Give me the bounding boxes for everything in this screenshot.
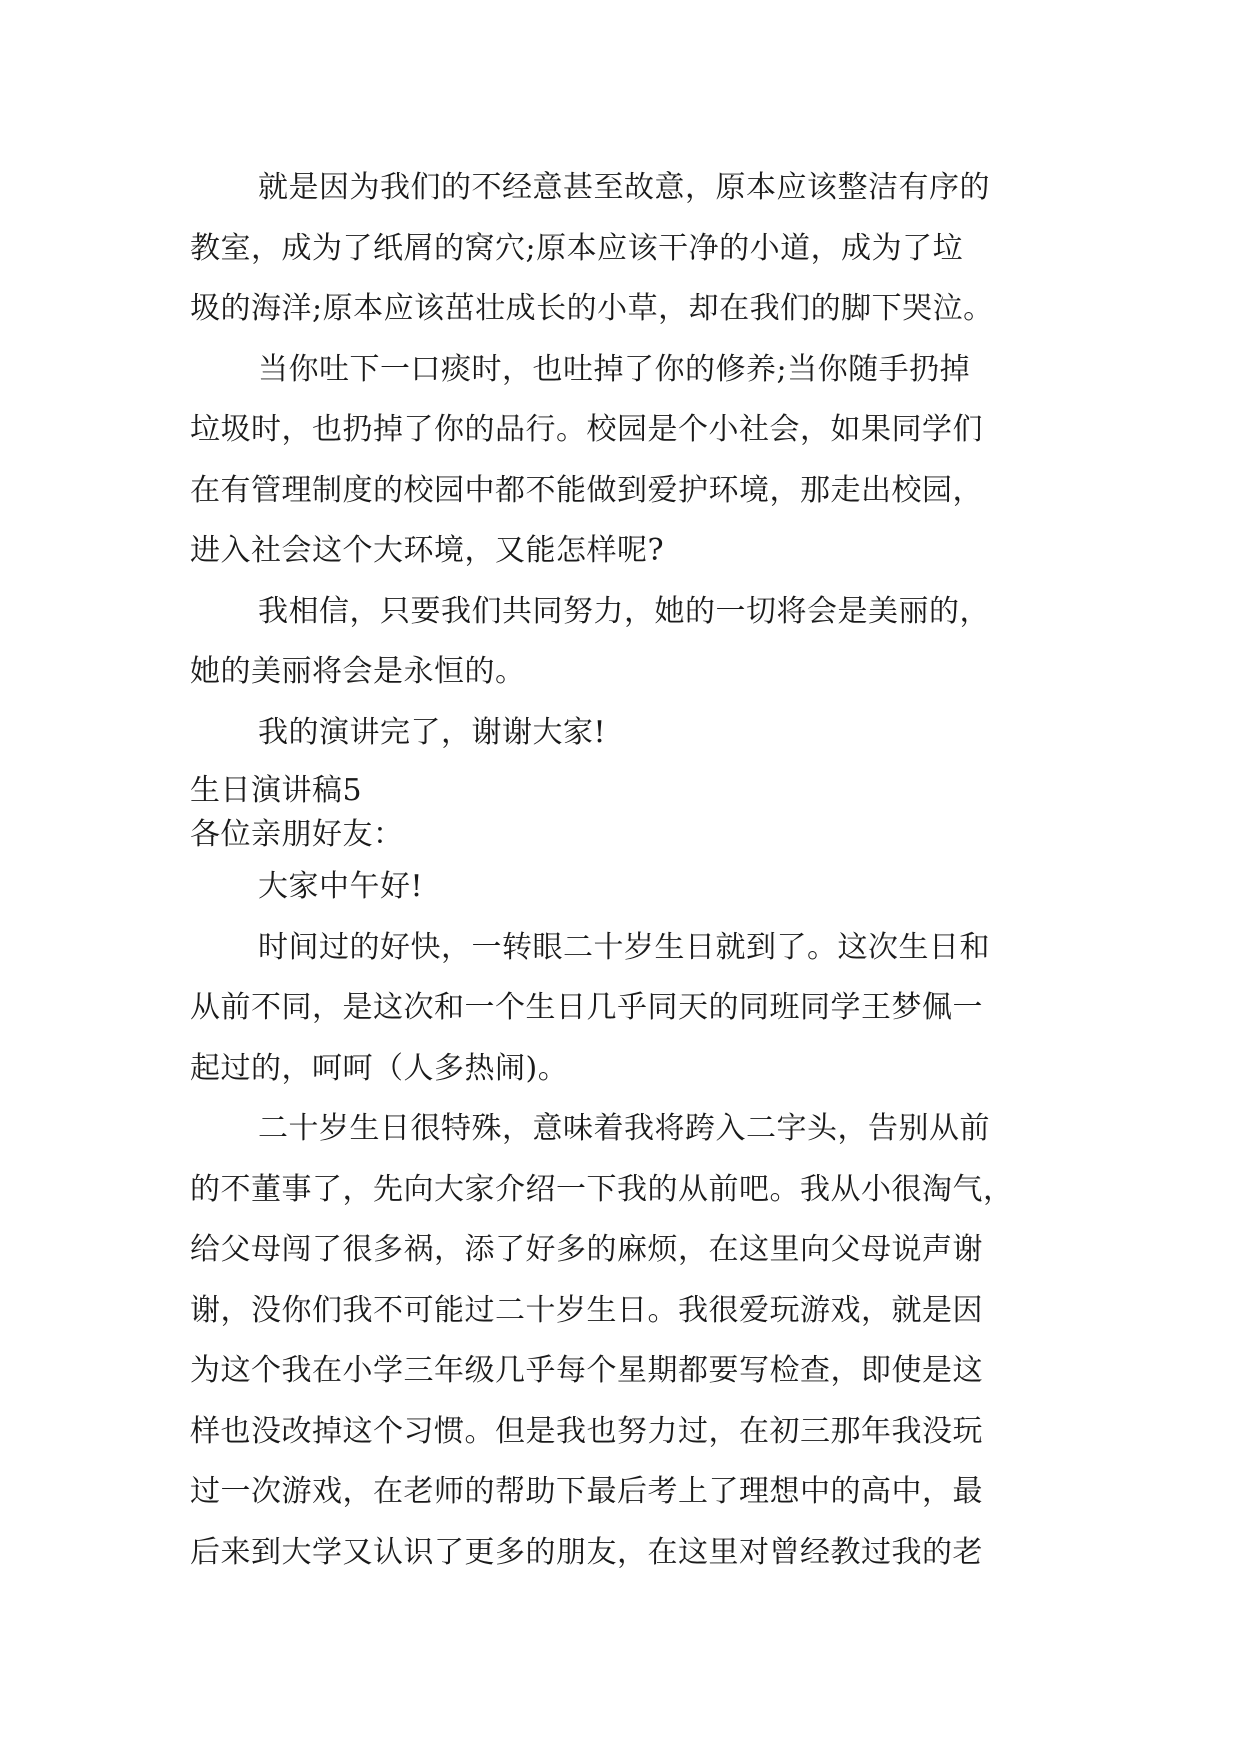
section-title: 生日演讲稿5 — [190, 773, 363, 808]
document-body — [190, 158, 1050, 1583]
paragraph-line: 谢，没你们我不可能过二十岁生日。我很爱玩游戏，就是因 — [190, 1292, 983, 1328]
paragraph-line: 教室，成为了纸屑的窝穴;原本应该干净的小道，成为了垃 — [190, 230, 964, 266]
paragraph-line: 就是因为我们的不经意甚至故意，原本应该整洁有序的 — [258, 170, 990, 205]
paragraph-line: 给父母闯了很多祸，添了好多的麻烦，在这里向父母说声谢 — [190, 1232, 983, 1267]
paragraph-line: 样也没改掉这个习惯。但是我也努力过，在初三那年我没玩 — [190, 1413, 983, 1449]
salutation: 各位亲朋好友： — [190, 817, 404, 852]
paragraph-line: 当你吐下一口痰时，也吐掉了你的修养;当你随手扔掉 — [258, 351, 971, 387]
paragraph-line: 二十岁生日很特殊，意味着我将跨入二字头，告别从前 — [258, 1111, 990, 1146]
paragraph-line: 时间过的好快，一转眼二十岁生日就到了。这次生日和 — [258, 929, 990, 965]
paragraph-line: 进入社会这个大环境，又能怎样呢? — [190, 533, 665, 568]
paragraph-line: 起过的，呵呵（人多热闹)。 — [190, 1050, 569, 1086]
paragraph-line: 过一次游戏，在老师的帮助下最后考上了理想中的高中，最 — [190, 1474, 983, 1509]
paragraph-line: 从前不同，是这次和一个生日几乎同天的同班同学王梦佩一 — [190, 990, 983, 1025]
paragraph-line: 圾的海洋;原本应该茁壮成长的小草，却在我们的脚下哭泣。 — [190, 291, 994, 326]
paragraph-line: 我的演讲完了，谢谢大家! — [258, 714, 607, 750]
paragraph-line: 大家中午好! — [258, 869, 424, 904]
paragraph-line: 垃圾时，也扔掉了你的品行。校园是个小社会，如果同学们 — [190, 412, 983, 447]
paragraph-line: 我相信，只要我们共同努力，她的一切将会是美丽的， — [258, 593, 990, 629]
paragraph-line: 的不董事了，先向大家介绍一下我的从前吧。我从小很淘气， — [190, 1171, 1014, 1207]
paragraph-line: 为这个我在小学三年级几乎每个星期都要写检查，即使是这 — [190, 1353, 983, 1388]
paragraph-line: 在有管理制度的校园中都不能做到爱护环境，那走出校园， — [190, 472, 983, 508]
paragraph-line: 后来到大学又认识了更多的朋友，在这里对曾经教过我的老 — [190, 1534, 983, 1570]
paragraph-line: 她的美丽将会是永恒的。 — [190, 654, 526, 689]
